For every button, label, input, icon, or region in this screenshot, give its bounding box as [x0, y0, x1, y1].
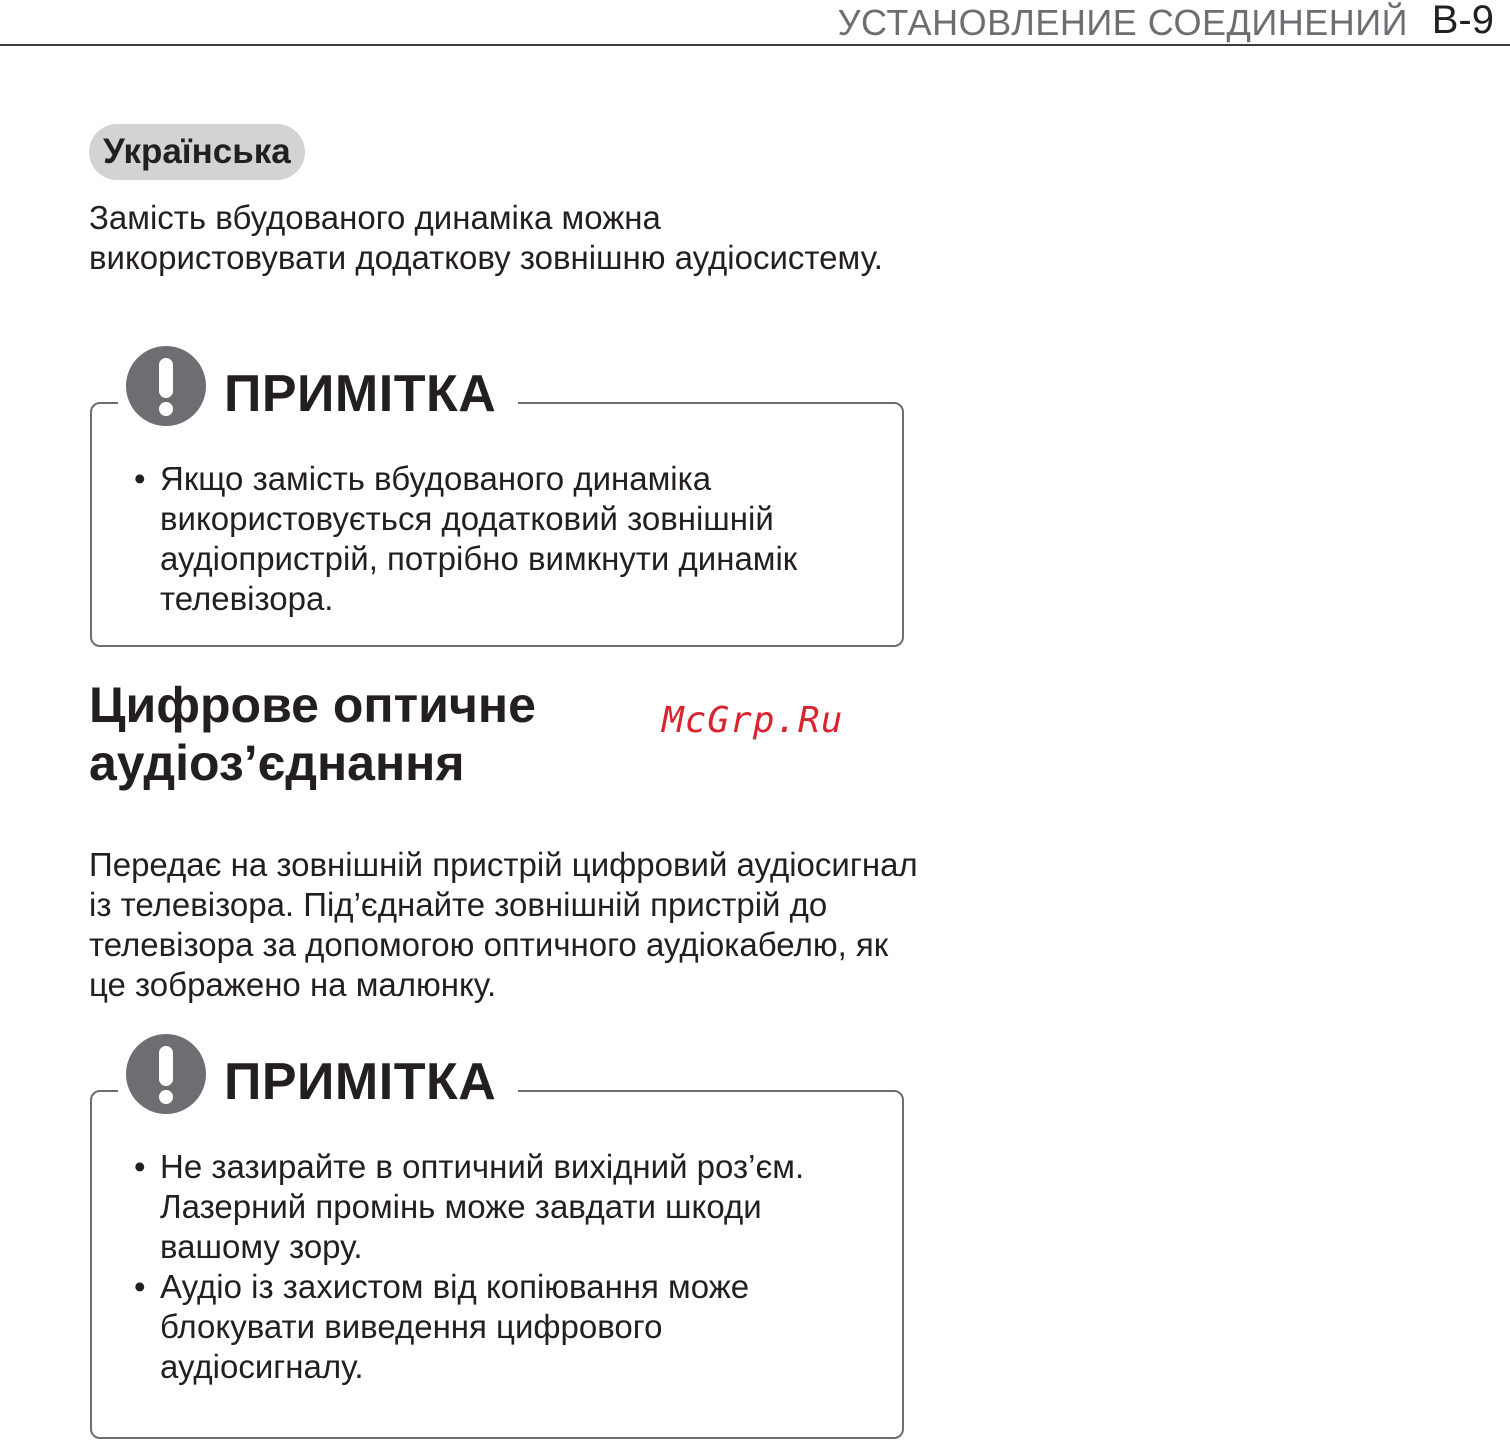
note-header — [118, 344, 518, 434]
note-title: ПРИМІТКА — [224, 365, 497, 423]
note-title: ПРИМІТКА — [224, 1053, 497, 1111]
note-box — [90, 365, 904, 647]
note-item: • Якщо замість вбудованого динаміка використовується додатковий зовнішній аудіопристрій, потрібно вимкнути динамік телевізора. — [134, 459, 872, 619]
exclamation-icon — [126, 346, 206, 426]
watermark: McGrp.Ru — [662, 700, 844, 741]
note-item: • Аудіо із захистом від копіювання може блокувати виведення цифрового аудіосигналу. — [134, 1267, 872, 1387]
language-label: Українська — [89, 124, 305, 180]
exclamation-icon — [126, 1034, 206, 1114]
note-box — [90, 1053, 904, 1439]
section-title: Цифрове оптичне аудіоз’єднання — [89, 677, 536, 791]
note-item: • Не зазирайте в оптичний вихідний роз’єм. Лазерний промінь може завдати шкоди вашому зору. — [134, 1147, 872, 1267]
page-number: B-9 — [1431, 0, 1494, 42]
header-section-title: УСТАНОВЛЕНИЕ СОЕДИНЕНИЙ — [837, 2, 1408, 43]
note-header — [118, 1032, 518, 1122]
section-paragraph: Передає на зовнішній пристрій цифровий аудіосигнал із телевізора. Під’єднайте зовнішній пристрій до телевізора за допомогою оптичного аудіокабелю, як це зображено на малюнку. — [89, 846, 918, 1003]
page-header — [0, 0, 1510, 46]
intro-paragraph: Замість вбудованого динаміка можна використовувати додаткову зовнішню аудіосистему. — [89, 199, 883, 276]
